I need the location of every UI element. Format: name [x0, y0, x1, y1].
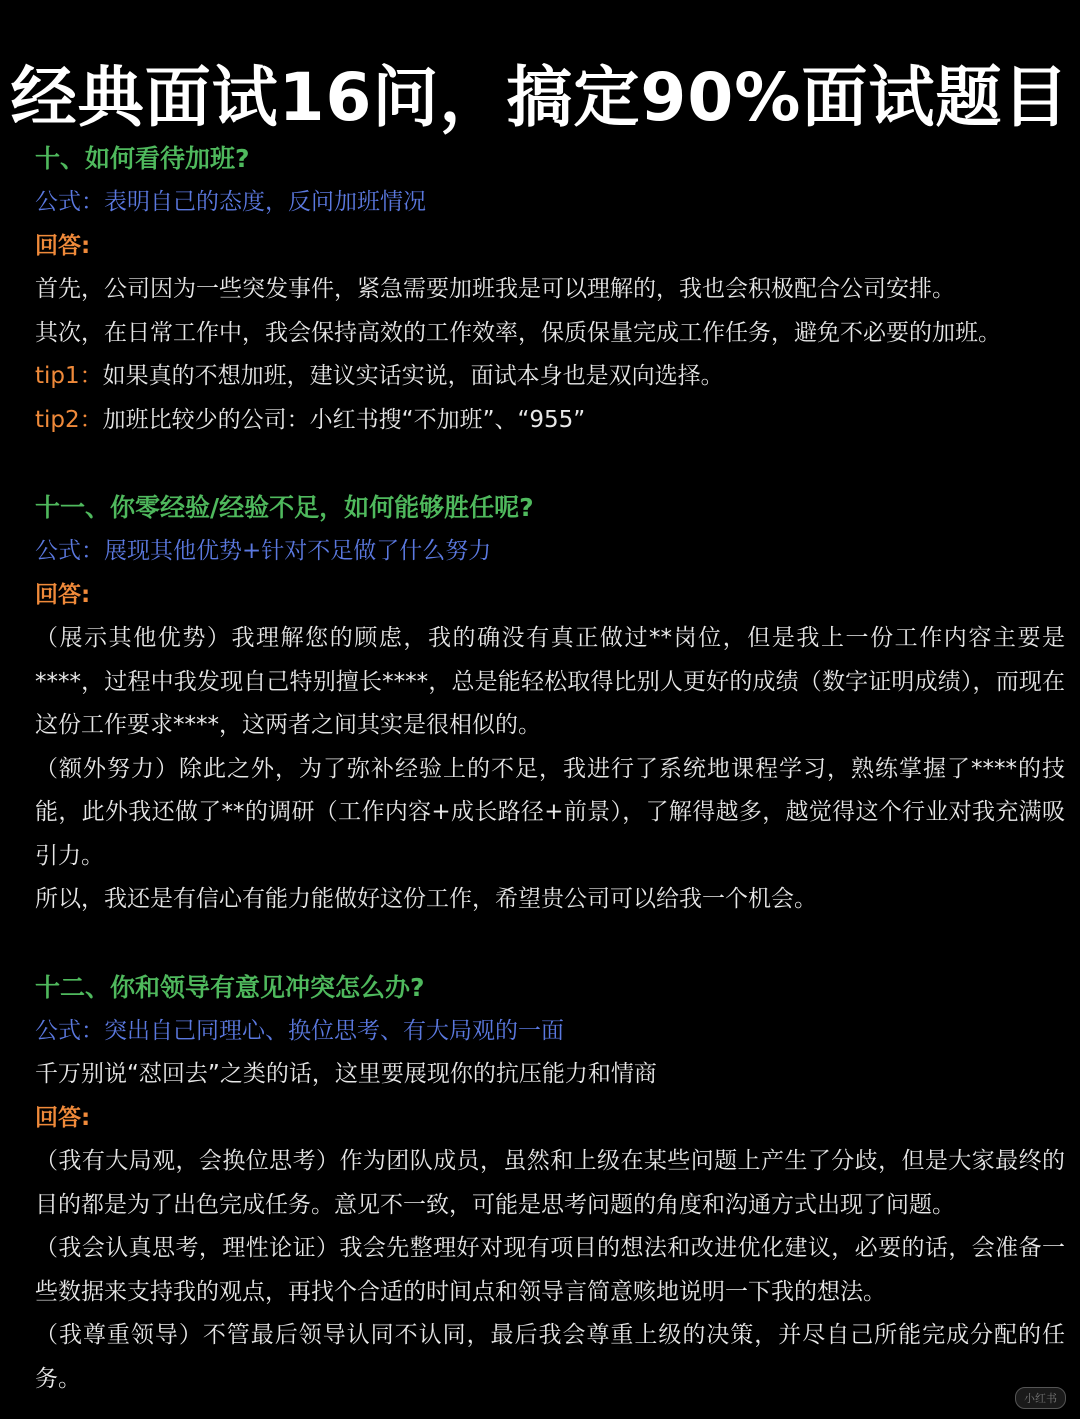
watermark-logo: 小红书: [1015, 1387, 1066, 1409]
content: [35, 136, 1065, 1401]
formula-text: 公式：展现其他优势+针对不足做了什么努力: [35, 538, 492, 564]
tip-line: [35, 399, 1065, 443]
answer-paragraph: （展示其他优势）我理解您的顾虑，我的确没有真正做过**岗位，但是我上一份工作内容主要是****，过程中我发现自己特别擅长****，总是能轻松取得比别人更好的成绩（数字证明成绩），而现在这份工作要求****，这两者之间其实是很相似的。: [35, 625, 1065, 738]
section-heading: 十、如何看待加班?: [35, 144, 250, 173]
formula-text: 公式：表明自己的态度，反问加班情况: [35, 189, 426, 215]
page-title: 经典面试16问，搞定90%面试题目: [10, 59, 1070, 136]
tip-text: 如果真的不想加班，建议实话实说，面试本身也是双向选择。: [102, 363, 724, 389]
section-gap: [35, 922, 1065, 965]
answer-paragraph: （我有大局观，会换位思考）作为团队成员，虽然和上级在某些问题上产生了分歧，但是大家最终的目的都是为了出色完成任务。意见不一致，可能是思考问题的角度和沟通方式出现了问题。: [35, 1148, 1065, 1218]
section-leader-conflict: [35, 965, 1065, 1402]
answer-line: 首先，公司因为一些突发事件，紧急需要加班我是可以理解的，我也会积极配合公司安排。: [35, 276, 955, 302]
tip-label: tip1：: [35, 363, 103, 389]
answer-label: 回答:: [35, 1104, 91, 1131]
tip-line: [35, 355, 1065, 399]
section-overtime: [35, 136, 1065, 442]
note-text: 千万别说“怼回去”之类的话，这里要展现你的抗压能力和情商: [35, 1061, 657, 1087]
answer-paragraph: （额外努力）除此之外，为了弥补经验上的不足，我进行了系统地课程学习，熟练掌握了****的技能，此外我还做了**的调研（工作内容+成长路径+前景），了解得越多，越觉得这个行业对我充满吸引力。: [35, 755, 1065, 869]
tip-label: tip2：: [35, 406, 103, 433]
answer-paragraph: （我尊重领导）不管最后领导认同不认同，最后我会尊重上级的决策，并尽自己所能完成分配的任务。: [35, 1322, 1065, 1392]
answer-line: 其次，在日常工作中，我会保持高效的工作效率，保质保量完成工作任务，避免不必要的加班。: [35, 319, 1001, 346]
tip-text: 加班比较少的公司：小红书搜“不加班”、“955”: [102, 406, 586, 433]
section-heading: 十一、你零经验/经验不足，如何能够胜任呢?: [35, 493, 534, 522]
section-heading: 十二、你和领导有意见冲突怎么办?: [35, 972, 425, 1002]
section-gap: [35, 442, 1065, 485]
answer-label: 回答:: [35, 232, 91, 259]
formula-text: 公式：突出自己同理心、换位思考、有大局观的一面: [35, 1017, 564, 1044]
answer-paragraph: （我会认真思考，理性论证）我会先整理好对现有项目的想法和改进优化建议，必要的话，会准备一些数据来支持我的观点，再找个合适的时间点和领导言简意赅地说明一下我的想法。: [35, 1235, 1065, 1305]
section-no-experience: [35, 485, 1065, 922]
answer-label: 回答:: [35, 581, 91, 608]
answer-paragraph: 所以，我还是有信心有能力能做好这份工作，希望贵公司可以给我一个机会。: [35, 886, 817, 912]
